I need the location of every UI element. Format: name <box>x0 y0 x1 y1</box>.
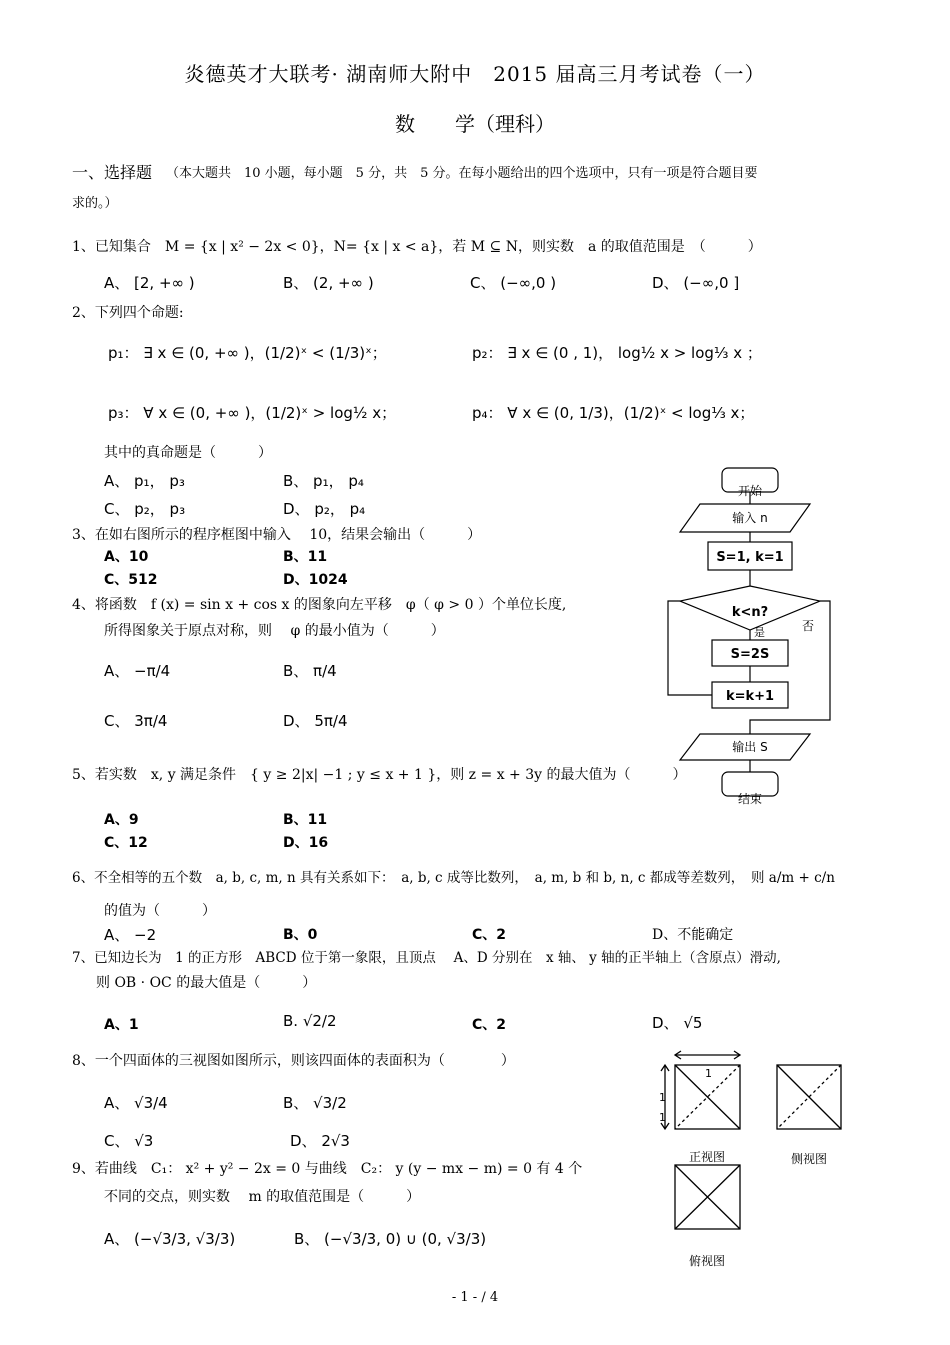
q9-stem-line2: 不同的交点，则实数 m 的取值范围是（ ） <box>104 1189 421 1205</box>
flow-k-label: k=k+1 <box>725 689 775 704</box>
q7-stem-line1: 7、已知边长为 1 的正方形 ABCD 位于第一象限，且顶点 A、D 分别在 x 轴、 y 轴的正半轴上（含原点）滑动, <box>72 950 781 966</box>
q5-option-b: B、11 <box>283 812 328 828</box>
q4-stem-line1: 4、将函数 f (x) = sin x + cos x 的图象向左平移 φ（ φ > 0 ）个单位长度, <box>72 597 567 613</box>
flow-start-label: 开始 <box>737 484 763 498</box>
flow-yes-label: 是 <box>754 626 765 639</box>
q7-stem-line2: 则 OB · OC 的最大值是（ ） <box>96 975 317 991</box>
q3-option-c: C、512 <box>104 572 158 588</box>
q8-option-d: D、 2√3 <box>290 1132 350 1150</box>
page-subtitle: 数 学（理科） <box>395 112 555 136</box>
q5-option-d: D、16 <box>283 835 329 851</box>
q6-option-a: A、 −2 <box>104 926 157 944</box>
q8-option-b: B、 √3/2 <box>283 1094 347 1112</box>
q6-option-c: C、2 <box>472 927 507 943</box>
q2-p4: p₄： ∀ x ∈ (0, 1/3)，(1/2)ˣ < log⅓ x； <box>472 404 755 422</box>
q8-option-a: A、 √3/4 <box>104 1094 168 1112</box>
side-view-label: 侧视图 <box>790 1152 828 1166</box>
section-heading: 一、选择题 <box>72 163 153 182</box>
q4-option-b: B、 π/4 <box>283 662 337 680</box>
q7-option-d: D、 √5 <box>652 1014 703 1032</box>
q7-option-b: B. √2/2 <box>283 1012 337 1030</box>
q4-option-d: D、 5π/4 <box>283 712 348 730</box>
q9-stem-line1: 9、若曲线 C₁： x² + y² − 2x = 0 与曲线 C₂： y (y − mx − m) = 0 有 4 个 <box>72 1161 583 1177</box>
dim-label-left: 1 <box>659 1091 666 1104</box>
q1-option-d: D、 (−∞,0 ] <box>652 274 740 292</box>
q1-option-a: A、 [2, +∞ ) <box>104 274 195 292</box>
top-view-label: 俯视图 <box>688 1254 726 1268</box>
section-desc-line2: 求的。） <box>72 196 118 211</box>
q2-option-d: D、 p₂， p₄ <box>283 500 366 518</box>
dim-label-top: 1 <box>705 1067 712 1080</box>
flow-cond-label: k<n? <box>731 605 769 620</box>
q9-option-a: A、 (−√3/3, √3/3) <box>104 1230 236 1248</box>
q9-option-b: B、 (−√3/3, 0) ∪ (0, √3/3) <box>294 1230 487 1248</box>
q7-option-a: A、1 <box>104 1017 139 1033</box>
q7-option-c: C、2 <box>472 1017 507 1033</box>
q1-option-b: B、 (2, +∞ ) <box>283 274 374 292</box>
q8-stem: 8、一个四面体的三视图如图所示，则该四面体的表面积为（ ） <box>72 1053 515 1069</box>
dim-label-left2: 1 <box>659 1111 666 1124</box>
q3-option-b: B、11 <box>283 549 328 565</box>
q8-option-c: C、 √3 <box>104 1132 154 1150</box>
q2-ask: 其中的真命题是（ ） <box>104 445 272 461</box>
q2-p1: p₁： ∃ x ∈ (0, +∞ )，(1/2)ˣ < (1/3)ˣ； <box>108 344 387 362</box>
three-views <box>655 1045 855 1280</box>
q6-option-b: B、0 <box>283 927 318 943</box>
q6-stem: 6、不全相等的五个数 a, b, c, m, n 具有关系如下： a, b, c 成等比数列， a, m, b 和 b, n, c 都成等差数列， 则 a/m + c/n <box>72 870 835 886</box>
page-title: 炎德英才大联考· 湖南师大附中 2015 届高三月考试卷（一） <box>184 62 766 86</box>
flow-end-label: 结束 <box>737 792 763 806</box>
q2-option-c: C、 p₂， p₃ <box>104 500 186 518</box>
q2-p3: p₃： ∀ x ∈ (0, +∞ )，(1/2)ˣ > log½ x； <box>108 404 397 422</box>
q2-stem: 2、下列四个命题: <box>72 305 184 321</box>
flow-input-label: 输入 n <box>732 511 768 525</box>
q4-stem-line2: 所得图象关于原点对称，则 φ 的最小值为（ ） <box>104 623 445 639</box>
flowchart <box>660 462 840 812</box>
q3-option-d: D、1024 <box>283 572 348 588</box>
q1-option-c: C、 (−∞,0 ) <box>470 274 557 292</box>
q5-option-c: C、12 <box>104 835 148 851</box>
flow-s-label: S=2S <box>730 647 770 662</box>
q3-stem: 3、在如右图所示的程序框图中输入 10，结果会输出（ ） <box>72 527 482 543</box>
q2-p2: p₂： ∃ x ∈ (0 , 1)， log½ x > log⅓ x ； <box>472 344 762 362</box>
front-view-label: 正视图 <box>688 1150 726 1164</box>
q3-option-a: A、10 <box>104 549 149 565</box>
q6-stem-line2: 的值为（ ） <box>104 903 216 919</box>
q2-option-b: B、 p₁， p₄ <box>283 472 364 490</box>
q6-option-d: D、不能确定 <box>652 927 734 943</box>
page-number: - 1 - / 4 <box>451 1290 499 1305</box>
section-desc-line1: （本大题共 10 小题，每小题 5 分，共 5 分。在每小题给出的四个选项中，只有一项是符合题目要 <box>166 166 758 181</box>
q2-option-a: A、 p₁， p₃ <box>104 472 185 490</box>
flow-init-label: S=1, k=1 <box>716 550 784 565</box>
q4-option-a: A、 −π/4 <box>104 662 171 680</box>
flow-no-label: 否 <box>802 619 815 633</box>
q4-option-c: C、 3π/4 <box>104 712 168 730</box>
q5-stem: 5、若实数 x, y 满足条件 { y ≥ 2|x| −1 ; y ≤ x + 1 }，则 z = x + 3y 的最大值为（ ） <box>72 767 687 783</box>
flow-output-label: 输出 S <box>732 740 768 754</box>
q5-option-a: A、9 <box>104 812 139 828</box>
q1-stem: 1、已知集合 M = {x | x² − 2x < 0}，N= {x | x < a}，若 M ⊆ N，则实数 a 的取值范围是 （ ） <box>72 239 762 255</box>
